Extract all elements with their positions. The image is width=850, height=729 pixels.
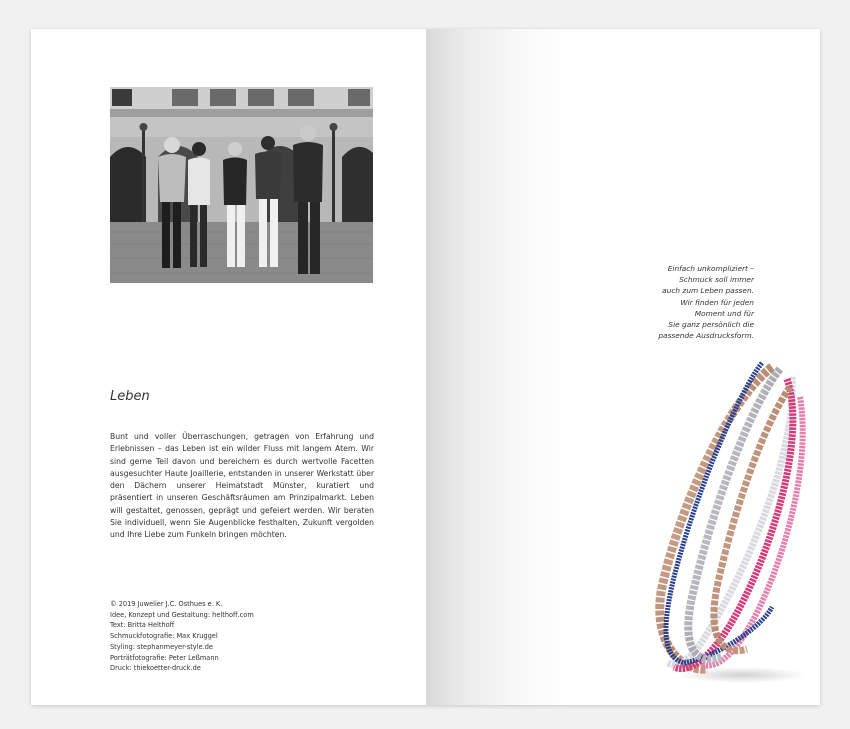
quote-line: Moment und für: [694, 308, 754, 318]
quote-line: Wir finden für jeden: [680, 297, 754, 307]
credit-line: Text: Britta Helthoff: [110, 621, 175, 630]
quote-line: Sie ganz persönlich die: [668, 320, 754, 330]
quote-line: passende Ausdrucksform.: [658, 331, 754, 341]
right-page: [426, 29, 820, 705]
quote-line: auch zum Leben passen.: [662, 286, 754, 296]
bracelet-image: [622, 357, 812, 687]
credit-line: Druck: thiekoetter-druck.de: [110, 664, 201, 673]
credits: [110, 599, 350, 674]
credit-line: Porträtfotografie: Peter Leßmann: [110, 653, 219, 662]
credit-line: © 2019 Juwelier J.C. Osthues e. K.: [110, 600, 223, 608]
quote-line: Schmuck soll immer: [679, 275, 754, 285]
quote: [584, 263, 754, 341]
credit-line: Schmuckfotografie: Max Kruggel: [110, 632, 218, 641]
credit-line: Styling: stephanmeyer-style.de: [110, 642, 213, 651]
quote-line: Einfach unkompliziert –: [667, 264, 754, 273]
credit-line: Idee, Konzept und Gestaltung: helthoff.com: [110, 610, 254, 619]
section-title: Leben: [110, 389, 150, 404]
left-page: [31, 29, 426, 705]
brochure-spread: [31, 29, 820, 705]
body-text: Bunt und voller Überraschungen, getragen von Erfahrung und Erlebnissen – das Leben ist ein wilder Fluss mit langem Atem. Wir sind gerne Teil davon und bereichern es durch wertvolle Facetten ausgesuchter Haute Joaillerie, entstanden in unserer Werkstatt über den Dächern unserer Heimatstadt Münster, kuratiert und präsentiert in unseren Geschäftsräumen am Prinzipalmarkt. Leben will gestaltet, genossen, geprägt und gefeiert werden. Wir beraten Sie individuell, wenn Sie Augenblicke festhalten, Zukunft vergolden und Ihre Liebe zum Funkeln bringen möchten.: [110, 432, 374, 540]
team-photo: [110, 87, 373, 283]
